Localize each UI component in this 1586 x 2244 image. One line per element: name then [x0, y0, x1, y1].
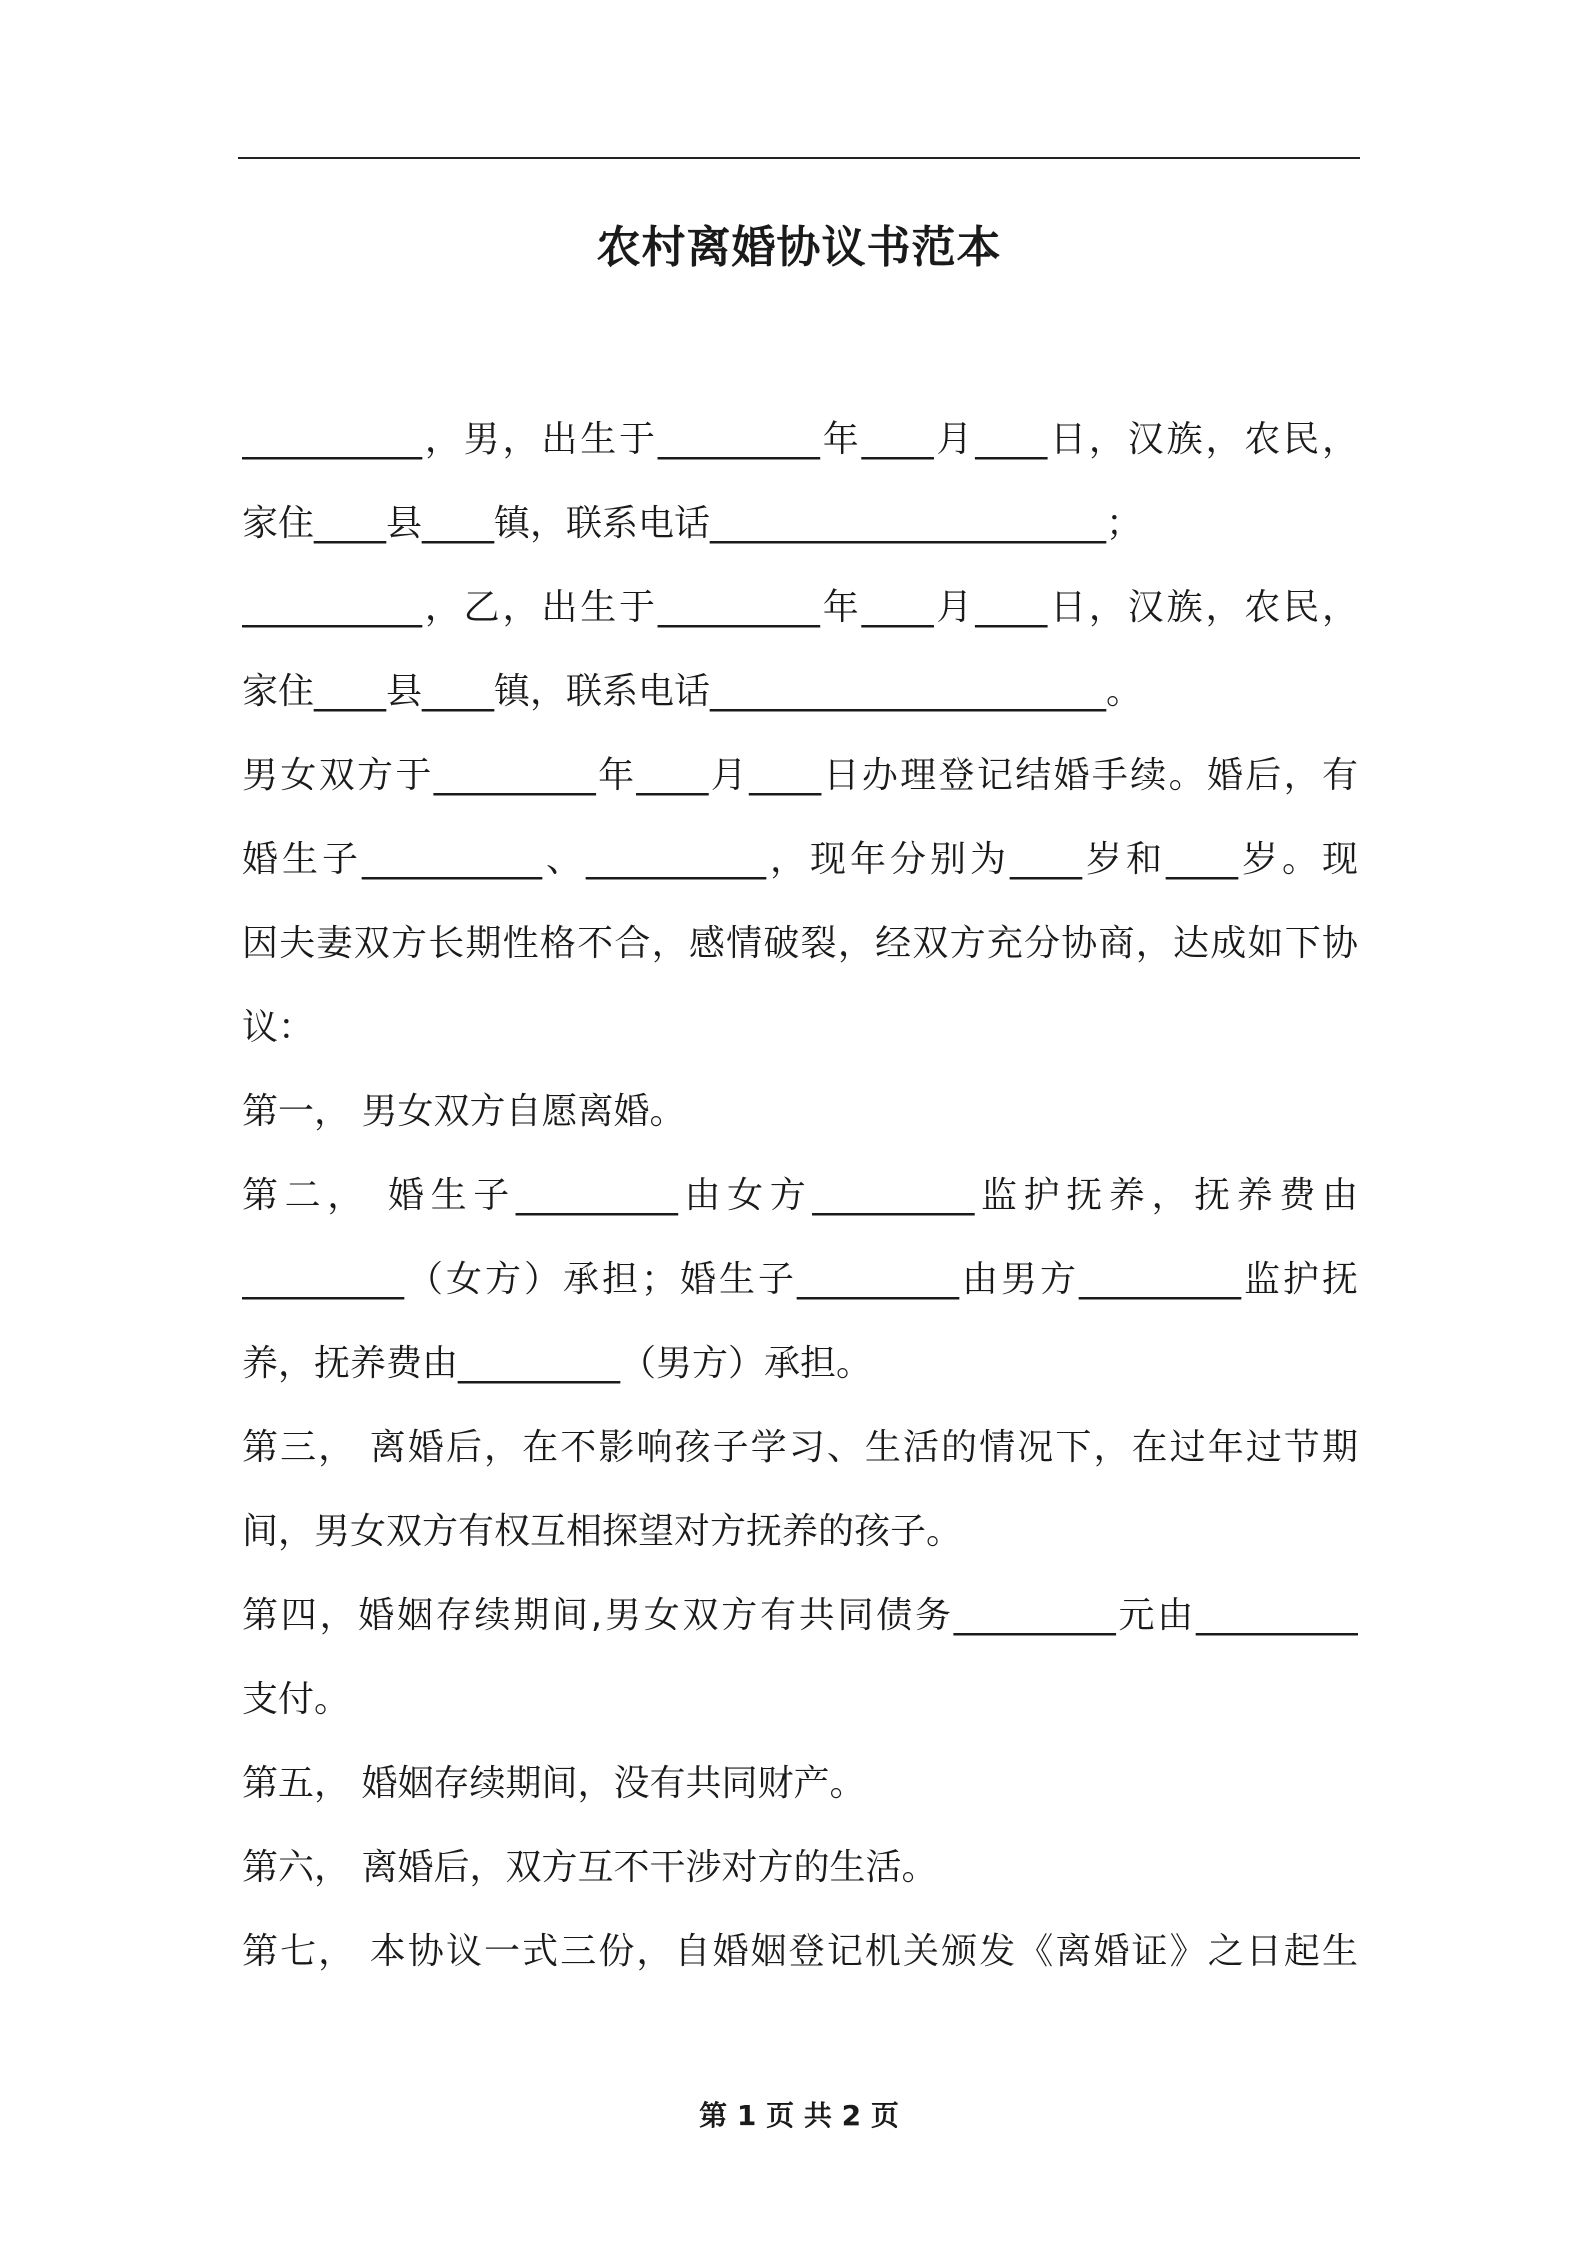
- clause-6-line-1: 第六， 离婚后，双方互不干涉对方的生活。: [242, 1847, 938, 1888]
- party-female-line-2: 家住____县____镇，联系电话______________________。: [242, 671, 1143, 712]
- clause-3-line-1: 第三， 离婚后，在不影响孩子学习、生活的情况下，在过年过节期: [242, 1427, 1358, 1468]
- party-female-line-1: __________，乙，出生于_________年____月____日，汉族，农民，: [242, 587, 1358, 628]
- clause-7-line-1: 第七， 本协议一式三份，自婚姻登记机关颁发《离婚证》之日起生: [242, 1931, 1358, 1972]
- document-title: 农村离婚协议书范本: [596, 222, 1002, 273]
- clause-4-line-2: 支付。: [242, 1679, 351, 1720]
- clause-2-line-1: 第二， 婚生子_________由女方_________监护抚养，抚养费由: [242, 1175, 1358, 1216]
- marriage-info-line-1: 男女双方于_________年____月____日办理登记结婚手续。婚后，有: [242, 755, 1358, 796]
- party-male-line-2: 家住____县____镇，联系电话______________________；: [242, 503, 1143, 544]
- clause-1-line-1: 第一， 男女双方自愿离婚。: [242, 1091, 686, 1132]
- party-male-line-1: __________，男，出生于_________年____月____日，汉族，农民，: [242, 419, 1358, 460]
- header-rule: [238, 157, 1360, 159]
- marriage-info-line-3: 因夫妻双方长期性格不合，感情破裂，经双方充分协商，达成如下协: [242, 923, 1358, 964]
- clause-5-line-1: 第五， 婚姻存续期间，没有共同财产。: [242, 1763, 866, 1804]
- page-footer: 第 1 页 共 2 页: [699, 2099, 899, 2132]
- clause-4-line-1: 第四，婚姻存续期间,男女双方有共同债务_________元由_________: [242, 1595, 1358, 1636]
- clause-2-line-3: 养，抚养费由_________（男方）承担。: [242, 1343, 873, 1384]
- clause-2-line-2: _________（女方）承担；婚生子_________由男方_________监护抚: [242, 1259, 1358, 1300]
- clause-3-line-2: 间，男女双方有权互相探望对方抚养的孩子。: [242, 1511, 963, 1552]
- marriage-info-line-4: 议：: [242, 1007, 315, 1048]
- marriage-info-line-2: 婚生子__________、__________，现年分别为____岁和____岁。现: [242, 839, 1358, 880]
- document-body: [242, 398, 1358, 1994]
